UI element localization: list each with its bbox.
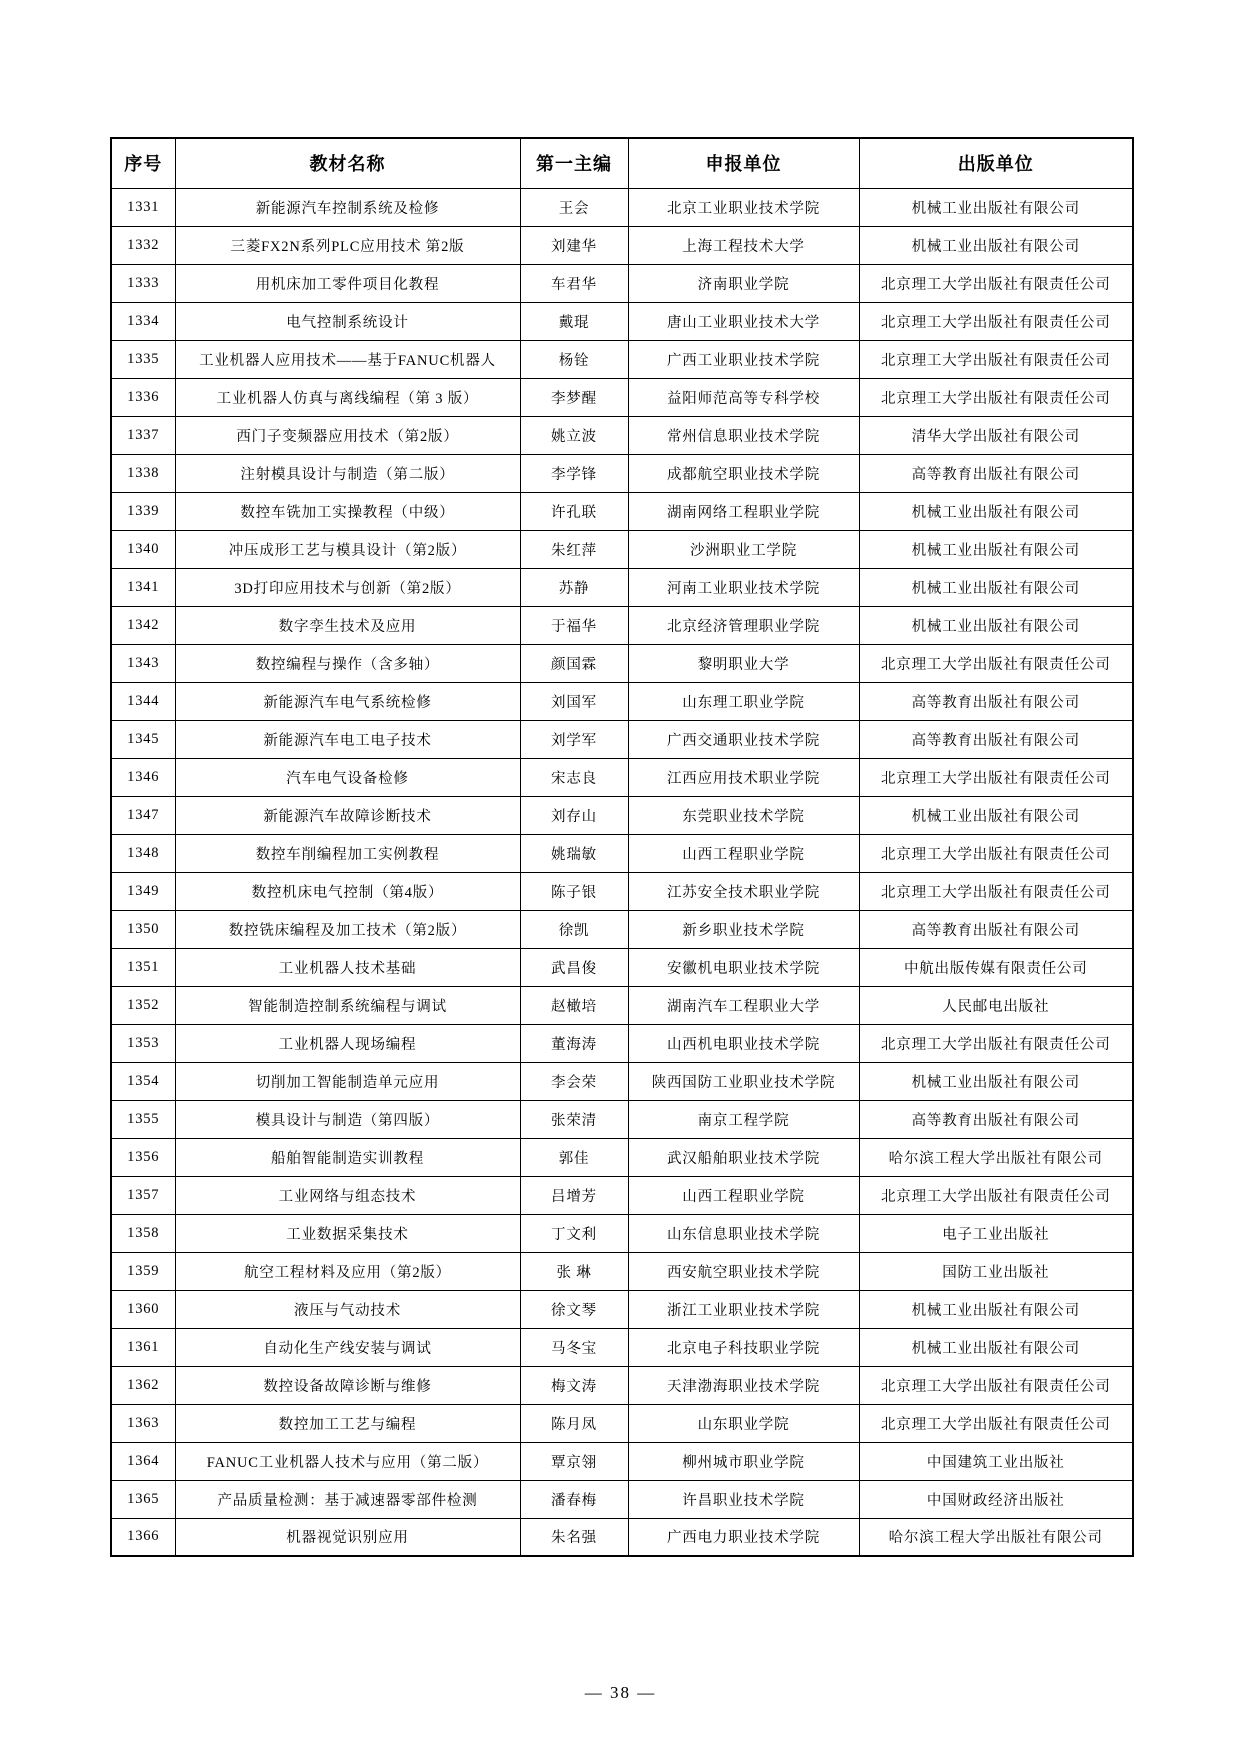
cell-textbook-title: 数字孪生技术及应用 [175, 606, 520, 644]
cell-textbook-title: 新能源汽车控制系统及检修 [175, 188, 520, 226]
cell-serial-number: 1350 [111, 910, 175, 948]
cell-serial-number: 1365 [111, 1480, 175, 1518]
cell-applicant-unit: 武汉船舶职业技术学院 [628, 1138, 859, 1176]
cell-applicant-unit: 湖南网络工程职业学院 [628, 492, 859, 530]
cell-applicant-unit: 山西工程职业学院 [628, 834, 859, 872]
cell-applicant-unit: 浙江工业职业技术学院 [628, 1290, 859, 1328]
cell-textbook-title: 切削加工智能制造单元应用 [175, 1062, 520, 1100]
table-row [111, 302, 1133, 340]
cell-first-editor: 李梦醒 [520, 378, 628, 416]
cell-serial-number: 1351 [111, 948, 175, 986]
cell-serial-number: 1344 [111, 682, 175, 720]
header-first-editor: 第一主编 [520, 138, 628, 188]
table-row [111, 340, 1133, 378]
cell-textbook-title: 汽车电气设备检修 [175, 758, 520, 796]
table-row [111, 872, 1133, 910]
table-row [111, 1176, 1133, 1214]
cell-serial-number: 1334 [111, 302, 175, 340]
cell-first-editor: 吕增芳 [520, 1176, 628, 1214]
cell-publisher: 北京理工大学出版社有限责任公司 [859, 758, 1133, 796]
cell-serial-number: 1343 [111, 644, 175, 682]
cell-first-editor: 姚瑞敏 [520, 834, 628, 872]
cell-publisher: 高等教育出版社有限公司 [859, 682, 1133, 720]
cell-first-editor: 董海涛 [520, 1024, 628, 1062]
cell-publisher: 机械工业出版社有限公司 [859, 492, 1133, 530]
page-number: — 38 — [584, 1683, 657, 1702]
table-row [111, 834, 1133, 872]
cell-serial-number: 1337 [111, 416, 175, 454]
cell-serial-number: 1332 [111, 226, 175, 264]
cell-serial-number: 1366 [111, 1518, 175, 1556]
table-row [111, 1366, 1133, 1404]
cell-textbook-title: 智能制造控制系统编程与调试 [175, 986, 520, 1024]
cell-applicant-unit: 常州信息职业技术学院 [628, 416, 859, 454]
cell-first-editor: 张 琳 [520, 1252, 628, 1290]
cell-applicant-unit: 北京工业职业技术学院 [628, 188, 859, 226]
cell-textbook-title: 新能源汽车故障诊断技术 [175, 796, 520, 834]
cell-textbook-title: 工业机器人现场编程 [175, 1024, 520, 1062]
cell-textbook-title: 数控设备故障诊断与维修 [175, 1366, 520, 1404]
cell-applicant-unit: 陕西国防工业职业技术学院 [628, 1062, 859, 1100]
cell-first-editor: 马冬宝 [520, 1328, 628, 1366]
cell-first-editor: 刘学军 [520, 720, 628, 758]
cell-first-editor: 王会 [520, 188, 628, 226]
cell-publisher: 高等教育出版社有限公司 [859, 454, 1133, 492]
cell-serial-number: 1363 [111, 1404, 175, 1442]
cell-first-editor: 徐凯 [520, 910, 628, 948]
cell-publisher: 北京理工大学出版社有限责任公司 [859, 302, 1133, 340]
cell-textbook-title: 新能源汽车电工电子技术 [175, 720, 520, 758]
cell-publisher: 北京理工大学出版社有限责任公司 [859, 340, 1133, 378]
cell-applicant-unit: 黎明职业大学 [628, 644, 859, 682]
cell-first-editor: 梅文涛 [520, 1366, 628, 1404]
cell-applicant-unit: 山东信息职业技术学院 [628, 1214, 859, 1252]
cell-textbook-title: 液压与气动技术 [175, 1290, 520, 1328]
cell-textbook-title: 注射模具设计与制造（第二版） [175, 454, 520, 492]
cell-textbook-title: 三菱FX2N系列PLC应用技术 第2版 [175, 226, 520, 264]
cell-first-editor: 陈月凤 [520, 1404, 628, 1442]
cell-publisher: 北京理工大学出版社有限责任公司 [859, 378, 1133, 416]
cell-publisher: 高等教育出版社有限公司 [859, 720, 1133, 758]
cell-serial-number: 1345 [111, 720, 175, 758]
table-row [111, 606, 1133, 644]
cell-first-editor: 张荣清 [520, 1100, 628, 1138]
cell-applicant-unit: 山东理工职业学院 [628, 682, 859, 720]
cell-serial-number: 1357 [111, 1176, 175, 1214]
cell-serial-number: 1349 [111, 872, 175, 910]
cell-first-editor: 苏静 [520, 568, 628, 606]
table-row [111, 948, 1133, 986]
cell-applicant-unit: 济南职业学院 [628, 264, 859, 302]
cell-applicant-unit: 江西应用技术职业学院 [628, 758, 859, 796]
cell-textbook-title: 工业网络与组态技术 [175, 1176, 520, 1214]
cell-serial-number: 1362 [111, 1366, 175, 1404]
cell-first-editor: 于福华 [520, 606, 628, 644]
cell-textbook-title: 冲压成形工艺与模具设计（第2版） [175, 530, 520, 568]
cell-first-editor: 武昌俊 [520, 948, 628, 986]
cell-publisher: 中航出版传媒有限责任公司 [859, 948, 1133, 986]
cell-publisher: 机械工业出版社有限公司 [859, 1290, 1133, 1328]
cell-textbook-title: 机器视觉识别应用 [175, 1518, 520, 1556]
header-serial-number: 序号 [111, 138, 175, 188]
cell-textbook-title: 数控车铣加工实操教程（中级） [175, 492, 520, 530]
cell-applicant-unit: 广西电力职业技术学院 [628, 1518, 859, 1556]
table-row [111, 416, 1133, 454]
cell-serial-number: 1341 [111, 568, 175, 606]
table-header [111, 138, 1133, 188]
cell-serial-number: 1335 [111, 340, 175, 378]
cell-applicant-unit: 益阳师范高等专科学校 [628, 378, 859, 416]
table-row [111, 492, 1133, 530]
header-applicant-unit: 申报单位 [628, 138, 859, 188]
cell-applicant-unit: 山东职业学院 [628, 1404, 859, 1442]
cell-publisher: 哈尔滨工程大学出版社有限公司 [859, 1518, 1133, 1556]
table-row [111, 644, 1133, 682]
cell-textbook-title: 自动化生产线安装与调试 [175, 1328, 520, 1366]
cell-textbook-title: 工业机器人技术基础 [175, 948, 520, 986]
cell-serial-number: 1347 [111, 796, 175, 834]
cell-applicant-unit: 广西交通职业技术学院 [628, 720, 859, 758]
cell-serial-number: 1336 [111, 378, 175, 416]
cell-serial-number: 1356 [111, 1138, 175, 1176]
cell-first-editor: 车君华 [520, 264, 628, 302]
cell-first-editor: 刘建华 [520, 226, 628, 264]
cell-textbook-title: 数控机床电气控制（第4版） [175, 872, 520, 910]
cell-first-editor: 赵橄培 [520, 986, 628, 1024]
table-row [111, 1518, 1133, 1556]
cell-serial-number: 1354 [111, 1062, 175, 1100]
table-row [111, 530, 1133, 568]
cell-serial-number: 1333 [111, 264, 175, 302]
cell-textbook-title: 航空工程材料及应用（第2版） [175, 1252, 520, 1290]
cell-applicant-unit: 山西机电职业技术学院 [628, 1024, 859, 1062]
cell-publisher: 机械工业出版社有限公司 [859, 1328, 1133, 1366]
cell-publisher: 北京理工大学出版社有限责任公司 [859, 1024, 1133, 1062]
cell-textbook-title: 用机床加工零件项目化教程 [175, 264, 520, 302]
cell-serial-number: 1353 [111, 1024, 175, 1062]
cell-textbook-title: 数控铣床编程及加工技术（第2版） [175, 910, 520, 948]
cell-applicant-unit: 许昌职业技术学院 [628, 1480, 859, 1518]
cell-textbook-title: 工业数据采集技术 [175, 1214, 520, 1252]
cell-textbook-title: 电气控制系统设计 [175, 302, 520, 340]
cell-applicant-unit: 河南工业职业技术学院 [628, 568, 859, 606]
cell-textbook-title: FANUC工业机器人技术与应用（第二版） [175, 1442, 520, 1480]
cell-serial-number: 1331 [111, 188, 175, 226]
cell-publisher: 机械工业出版社有限公司 [859, 226, 1133, 264]
cell-publisher: 机械工业出版社有限公司 [859, 188, 1133, 226]
cell-serial-number: 1361 [111, 1328, 175, 1366]
cell-first-editor: 覃京翎 [520, 1442, 628, 1480]
cell-applicant-unit: 江苏安全技术职业学院 [628, 872, 859, 910]
table-row [111, 1024, 1133, 1062]
cell-publisher: 机械工业出版社有限公司 [859, 530, 1133, 568]
cell-applicant-unit: 唐山工业职业技术大学 [628, 302, 859, 340]
table-row [111, 986, 1133, 1024]
cell-serial-number: 1340 [111, 530, 175, 568]
cell-serial-number: 1359 [111, 1252, 175, 1290]
cell-first-editor: 李会荣 [520, 1062, 628, 1100]
cell-first-editor: 颜国霖 [520, 644, 628, 682]
header-textbook-title: 教材名称 [175, 138, 520, 188]
cell-first-editor: 郭佳 [520, 1138, 628, 1176]
cell-first-editor: 杨铨 [520, 340, 628, 378]
cell-first-editor: 朱红萍 [520, 530, 628, 568]
cell-publisher: 清华大学出版社有限公司 [859, 416, 1133, 454]
cell-applicant-unit: 柳州城市职业学院 [628, 1442, 859, 1480]
cell-publisher: 北京理工大学出版社有限责任公司 [859, 1366, 1133, 1404]
cell-first-editor: 姚立波 [520, 416, 628, 454]
cell-publisher: 北京理工大学出版社有限责任公司 [859, 1404, 1133, 1442]
cell-applicant-unit: 广西工业职业技术学院 [628, 340, 859, 378]
cell-publisher: 北京理工大学出版社有限责任公司 [859, 872, 1133, 910]
cell-first-editor: 李学锋 [520, 454, 628, 492]
cell-publisher: 北京理工大学出版社有限责任公司 [859, 644, 1133, 682]
cell-first-editor: 徐文琴 [520, 1290, 628, 1328]
cell-textbook-title: 模具设计与制造（第四版） [175, 1100, 520, 1138]
table-row [111, 454, 1133, 492]
cell-applicant-unit: 沙洲职业工学院 [628, 530, 859, 568]
cell-first-editor: 许孔联 [520, 492, 628, 530]
cell-applicant-unit: 湖南汽车工程职业大学 [628, 986, 859, 1024]
table-row [111, 1214, 1133, 1252]
table-row [111, 1062, 1133, 1100]
cell-publisher: 人民邮电出版社 [859, 986, 1133, 1024]
table-row [111, 264, 1133, 302]
cell-applicant-unit: 北京经济管理职业学院 [628, 606, 859, 644]
cell-textbook-title: 3D打印应用技术与创新（第2版） [175, 568, 520, 606]
table-header-row [111, 138, 1133, 188]
table-row [111, 378, 1133, 416]
cell-textbook-title: 新能源汽车电气系统检修 [175, 682, 520, 720]
table-row [111, 720, 1133, 758]
table-body [111, 188, 1133, 1556]
cell-serial-number: 1338 [111, 454, 175, 492]
cell-publisher: 高等教育出版社有限公司 [859, 1100, 1133, 1138]
cell-publisher: 机械工业出版社有限公司 [859, 568, 1133, 606]
cell-first-editor: 刘存山 [520, 796, 628, 834]
cell-publisher: 北京理工大学出版社有限责任公司 [859, 1176, 1133, 1214]
table-row [111, 226, 1133, 264]
table-row [111, 682, 1133, 720]
cell-serial-number: 1360 [111, 1290, 175, 1328]
cell-applicant-unit: 新乡职业技术学院 [628, 910, 859, 948]
cell-publisher: 机械工业出版社有限公司 [859, 1062, 1133, 1100]
cell-applicant-unit: 上海工程技术大学 [628, 226, 859, 264]
cell-publisher: 北京理工大学出版社有限责任公司 [859, 834, 1133, 872]
table-row [111, 1328, 1133, 1366]
cell-serial-number: 1355 [111, 1100, 175, 1138]
cell-applicant-unit: 山西工程职业学院 [628, 1176, 859, 1214]
cell-textbook-title: 工业机器人仿真与离线编程（第 3 版） [175, 378, 520, 416]
cell-serial-number: 1346 [111, 758, 175, 796]
cell-applicant-unit: 成都航空职业技术学院 [628, 454, 859, 492]
cell-serial-number: 1348 [111, 834, 175, 872]
cell-textbook-title: 数控车削编程加工实例教程 [175, 834, 520, 872]
cell-first-editor: 宋志良 [520, 758, 628, 796]
cell-textbook-title: 产品质量检测：基于减速器零部件检测 [175, 1480, 520, 1518]
table-row [111, 1252, 1133, 1290]
cell-publisher: 哈尔滨工程大学出版社有限公司 [859, 1138, 1133, 1176]
cell-textbook-title: 工业机器人应用技术——基于FANUC机器人 [175, 340, 520, 378]
cell-serial-number: 1352 [111, 986, 175, 1024]
cell-serial-number: 1364 [111, 1442, 175, 1480]
cell-publisher: 机械工业出版社有限公司 [859, 606, 1133, 644]
cell-publisher: 中国建筑工业出版社 [859, 1442, 1133, 1480]
cell-textbook-title: 数控编程与操作（含多轴） [175, 644, 520, 682]
cell-applicant-unit: 西安航空职业技术学院 [628, 1252, 859, 1290]
table-row [111, 1442, 1133, 1480]
textbook-table [110, 137, 1134, 1557]
cell-textbook-title: 西门子变频器应用技术（第2版） [175, 416, 520, 454]
cell-first-editor: 戴琨 [520, 302, 628, 340]
cell-first-editor: 丁文利 [520, 1214, 628, 1252]
cell-applicant-unit: 天津渤海职业技术学院 [628, 1366, 859, 1404]
table-row [111, 910, 1133, 948]
cell-applicant-unit: 北京电子科技职业学院 [628, 1328, 859, 1366]
table-row [111, 1480, 1133, 1518]
cell-first-editor: 陈子银 [520, 872, 628, 910]
cell-serial-number: 1339 [111, 492, 175, 530]
cell-serial-number: 1342 [111, 606, 175, 644]
cell-textbook-title: 数控加工工艺与编程 [175, 1404, 520, 1442]
table-row [111, 758, 1133, 796]
table-row [111, 1100, 1133, 1138]
cell-publisher: 北京理工大学出版社有限责任公司 [859, 264, 1133, 302]
table-row [111, 796, 1133, 834]
cell-applicant-unit: 东莞职业技术学院 [628, 796, 859, 834]
cell-applicant-unit: 安徽机电职业技术学院 [628, 948, 859, 986]
header-publisher: 出版单位 [859, 138, 1133, 188]
cell-publisher: 电子工业出版社 [859, 1214, 1133, 1252]
cell-first-editor: 朱名强 [520, 1518, 628, 1556]
cell-applicant-unit: 南京工程学院 [628, 1100, 859, 1138]
cell-first-editor: 潘春梅 [520, 1480, 628, 1518]
cell-publisher: 中国财政经济出版社 [859, 1480, 1133, 1518]
table-row [111, 568, 1133, 606]
cell-serial-number: 1358 [111, 1214, 175, 1252]
cell-first-editor: 刘国军 [520, 682, 628, 720]
cell-textbook-title: 船舶智能制造实训教程 [175, 1138, 520, 1176]
cell-publisher: 国防工业出版社 [859, 1252, 1133, 1290]
table-row [111, 1290, 1133, 1328]
cell-publisher: 高等教育出版社有限公司 [859, 910, 1133, 948]
table-row [111, 1138, 1133, 1176]
table-row [111, 1404, 1133, 1442]
table-row [111, 188, 1133, 226]
cell-publisher: 机械工业出版社有限公司 [859, 796, 1133, 834]
